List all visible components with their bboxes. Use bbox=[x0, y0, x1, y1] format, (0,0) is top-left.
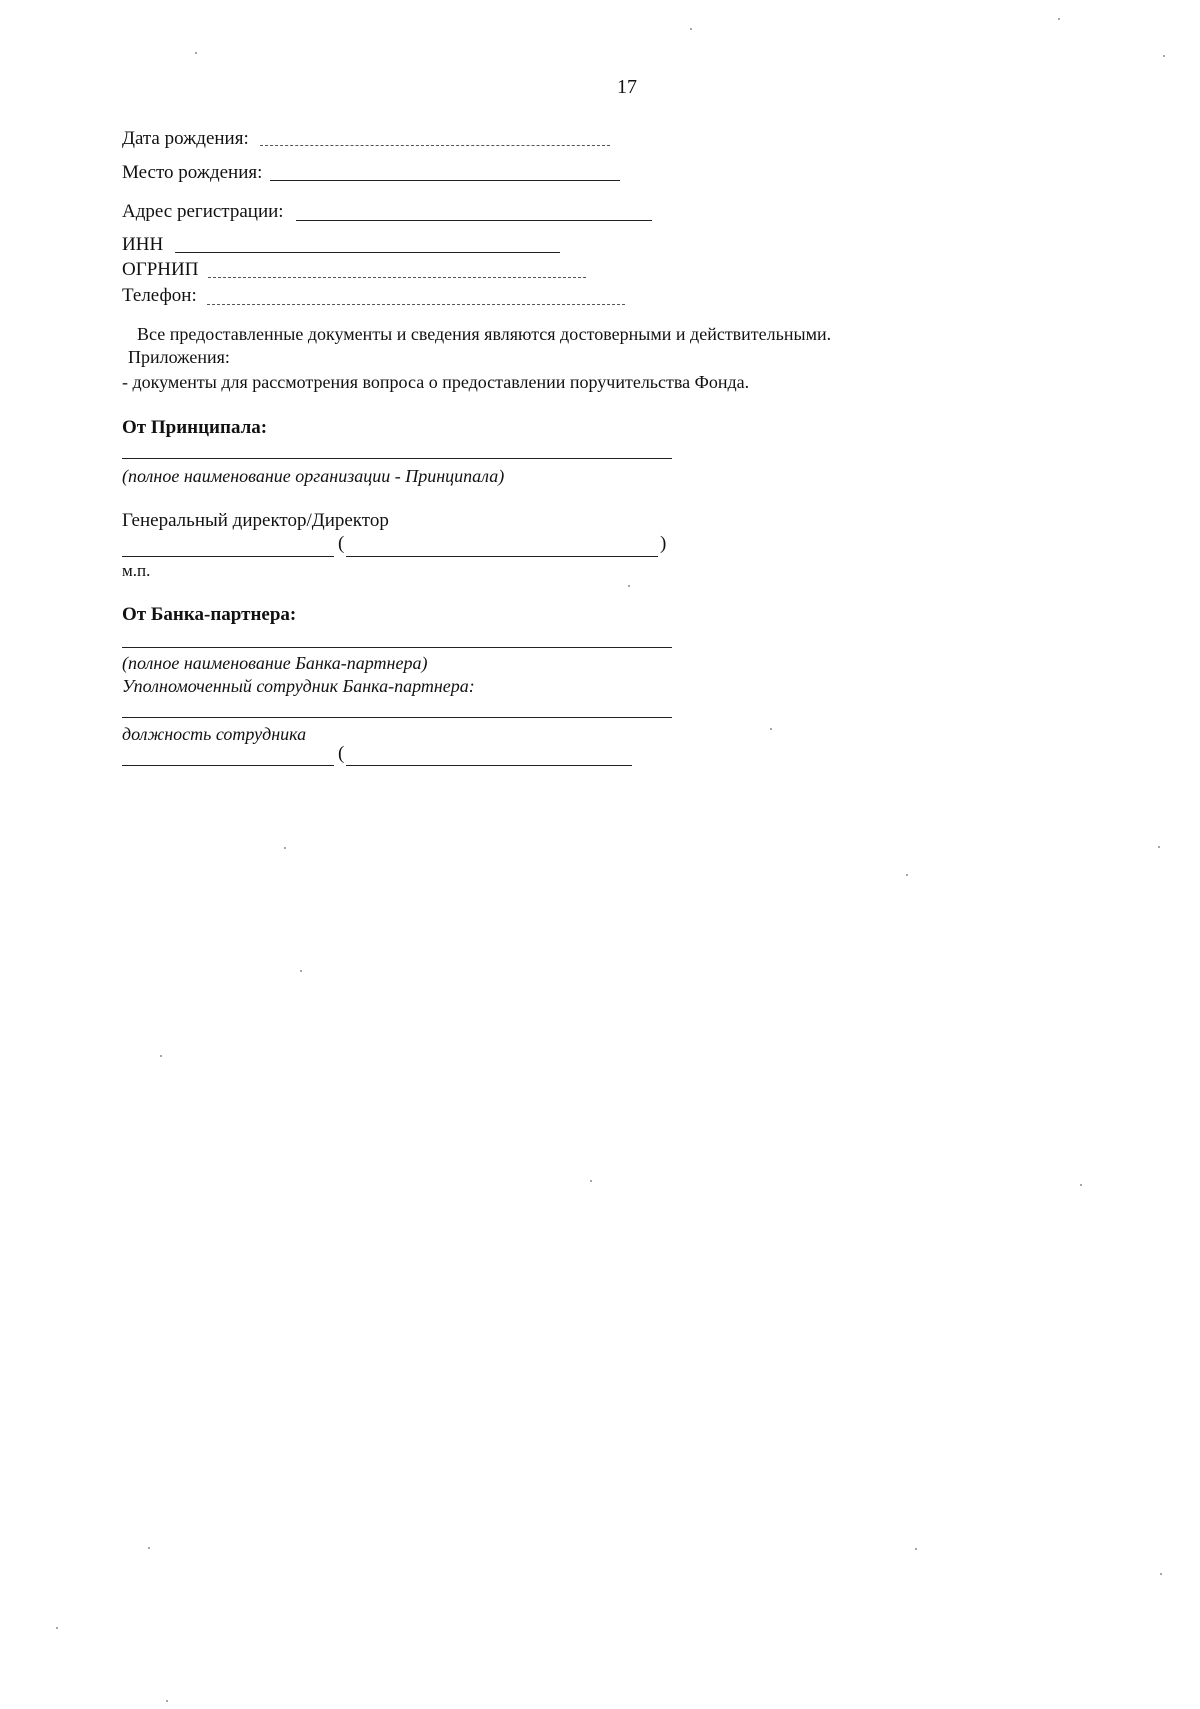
scan-speck bbox=[148, 1547, 150, 1549]
scan-speck bbox=[590, 1180, 592, 1182]
scan-speck bbox=[1080, 1184, 1082, 1186]
principal-fullname-line bbox=[346, 556, 658, 557]
scan-speck bbox=[160, 1055, 162, 1057]
bank-paren-open: ( bbox=[338, 743, 345, 764]
scan-speck bbox=[770, 728, 772, 730]
scan-speck bbox=[56, 1627, 58, 1629]
ogrnip-line bbox=[208, 277, 586, 278]
scan-speck bbox=[284, 847, 286, 849]
inn-line bbox=[175, 252, 560, 253]
scan-speck bbox=[1160, 1573, 1162, 1575]
birth-place-label: Место рождения: bbox=[122, 162, 263, 183]
scan-speck bbox=[628, 585, 630, 587]
reg-address-label: Адрес регистрации: bbox=[122, 201, 284, 222]
scan-speck bbox=[690, 28, 692, 30]
statement-text: Все предоставленные документы и сведения являются достоверными и действительными. bbox=[137, 324, 832, 344]
bank-heading: От Банка-партнера: bbox=[122, 604, 297, 625]
scan-speck bbox=[1158, 846, 1160, 848]
principal-heading: От Принципала: bbox=[122, 417, 268, 438]
principal-name-line bbox=[122, 458, 672, 459]
attachments-item: - документы для рассмотрения вопроса о предоставлении поручительства Фонда. bbox=[122, 372, 750, 392]
bank-employee-label: Уполномоченный сотрудник Банка-партнера: bbox=[122, 676, 475, 696]
phone-line bbox=[207, 304, 625, 305]
principal-name-caption: (полное наименование организации - Принципала) bbox=[122, 466, 505, 486]
principal-director-label: Генеральный директор/Директор bbox=[122, 510, 389, 531]
reg-address-line bbox=[296, 220, 652, 221]
principal-paren-open: ( bbox=[338, 533, 345, 554]
scan-speck bbox=[166, 1700, 168, 1702]
birth-date-label: Дата рождения: bbox=[122, 128, 249, 149]
bank-position-caption: должность сотрудника bbox=[122, 724, 307, 744]
birth-place-line bbox=[270, 180, 620, 181]
bank-fullname-line bbox=[346, 765, 632, 766]
principal-seal: м.п. bbox=[122, 561, 151, 580]
inn-label: ИНН bbox=[122, 234, 164, 255]
scan-speck bbox=[195, 52, 197, 54]
scan-speck bbox=[1058, 18, 1060, 20]
principal-paren-close: ) bbox=[660, 533, 667, 554]
attachments-heading: Приложения: bbox=[128, 347, 230, 367]
scan-speck bbox=[300, 970, 302, 972]
principal-signature-line bbox=[122, 556, 334, 557]
scan-speck bbox=[915, 1548, 917, 1550]
bank-signature-line bbox=[122, 765, 334, 766]
birth-date-line bbox=[260, 145, 610, 146]
bank-name-line bbox=[122, 647, 672, 648]
phone-label: Телефон: bbox=[122, 285, 197, 306]
scan-speck bbox=[906, 874, 908, 876]
page-number: 17 bbox=[617, 76, 637, 98]
bank-position-line bbox=[122, 717, 672, 718]
scan-speck bbox=[1163, 55, 1165, 57]
bank-name-caption: (полное наименование Банка-партнера) bbox=[122, 653, 428, 673]
ogrnip-label: ОГРНИП bbox=[122, 259, 199, 280]
